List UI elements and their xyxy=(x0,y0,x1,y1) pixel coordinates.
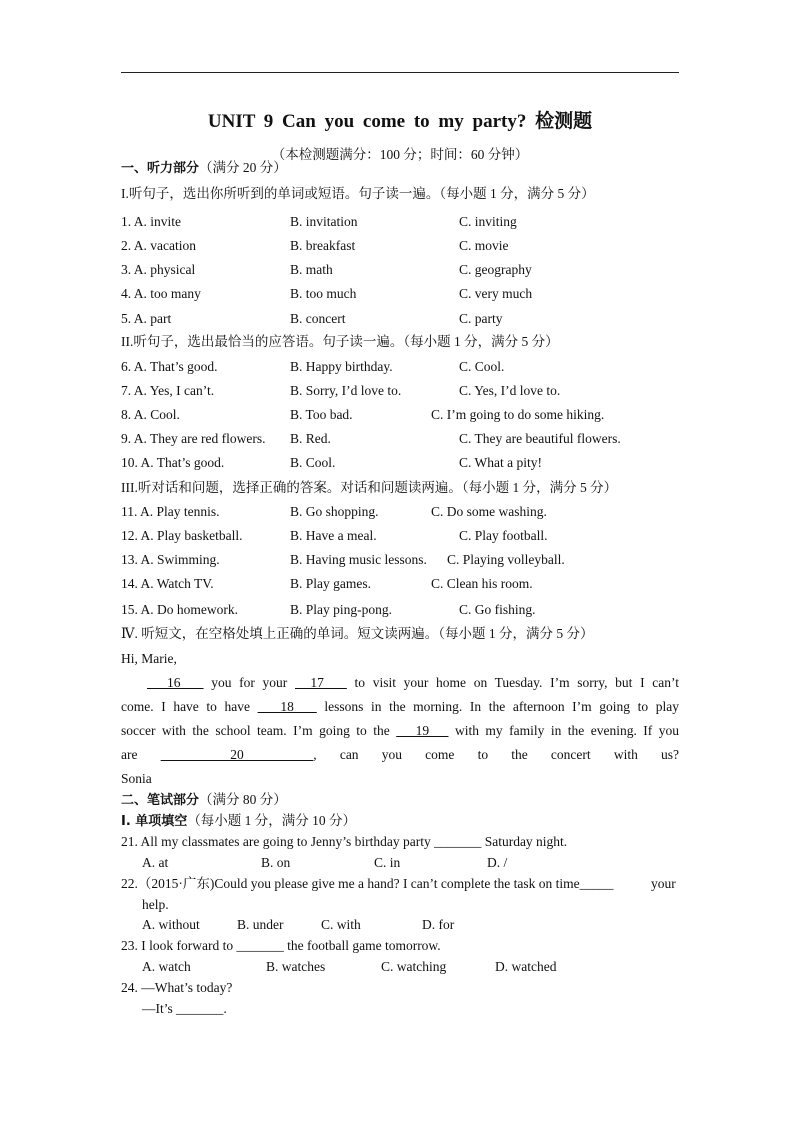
question-row xyxy=(121,311,681,327)
question-row xyxy=(121,504,681,520)
section2-instruction: II.听句子，选出最恰当的应答语。句子读一遍。（每小题 1 分，满分 5 分） xyxy=(121,334,559,349)
part2-section1-note: （每小题 1 分，满分 10 分） xyxy=(187,813,357,828)
part2-heading-note: （满分 80 分） xyxy=(199,792,287,807)
option-a: A. without xyxy=(142,917,200,932)
question-row xyxy=(121,359,681,375)
option-c: C. watching xyxy=(381,959,447,974)
letter-greeting: Hi, Marie, xyxy=(121,651,177,666)
option-a: 12. A. Play basketball. xyxy=(121,528,243,543)
part1-heading-main: 一、听力部分 xyxy=(121,161,200,176)
section4-instruction: Ⅳ. 听短文，在空格处填上正确的单词。短文读两遍。（每小题 1 分，满分 5 分） xyxy=(121,626,594,641)
question-22-end: your xyxy=(651,876,676,891)
section3-instruction: III.听对话和问题，选择正确的答案。对话和问题读两遍。（每小题 1 分，满分 5 分） xyxy=(121,480,618,495)
option-d: D. / xyxy=(487,855,508,870)
question-22-cont: help. xyxy=(142,897,169,912)
passage-text: you for your xyxy=(203,675,295,690)
option-c: C. in xyxy=(374,855,401,870)
option-c: C. Do some washing. xyxy=(431,504,547,519)
question-22-text: 22.（2015·广东)Could you please give me a hand? I can’t complete the task on time_____ xyxy=(121,876,614,891)
part2-section1-main: Ⅰ. 单项填空 xyxy=(121,814,188,829)
option-b: B. Cool. xyxy=(290,455,336,470)
option-b: B. Play games. xyxy=(290,576,371,591)
top-rule xyxy=(121,72,679,73)
question-21: 21. All my classmates are going to Jenny’s birthday party _______ Saturday night. xyxy=(121,834,568,849)
option-a: 10. A. That’s good. xyxy=(121,455,225,470)
blank-20: 20 xyxy=(160,747,314,762)
option-c: C. What a pity! xyxy=(459,455,542,470)
blank-17: 17 xyxy=(294,675,347,690)
option-c: C. very much xyxy=(459,286,533,301)
option-c: C. Play football. xyxy=(459,528,548,543)
passage-text: to visit your home on Tuesday. I’m sorry, but I can’t come. I have to have xyxy=(121,675,679,714)
option-b: B. Having music lessons. xyxy=(290,552,427,567)
option-b: B. Sorry, I’d love to. xyxy=(290,383,402,398)
option-c: C. Clean his room. xyxy=(431,576,533,591)
option-a: 3. A. physical xyxy=(121,262,196,277)
option-b: B. on xyxy=(261,855,291,870)
option-b: B. invitation xyxy=(290,214,358,229)
part1-heading-note: （满分 20 分） xyxy=(199,160,287,175)
part2-heading-main: 二、笔试部分 xyxy=(121,793,200,808)
option-a: A. at xyxy=(142,855,169,870)
option-a: 6. A. That’s good. xyxy=(121,359,218,374)
option-d: D. for xyxy=(422,917,455,932)
option-b: B. Have a meal. xyxy=(290,528,377,543)
part2-heading xyxy=(121,792,287,809)
question-24: 24. —What’s today? xyxy=(121,980,233,995)
option-a: 4. A. too many xyxy=(121,286,201,301)
option-c: C. party xyxy=(459,311,503,326)
option-a: 2. A. vacation xyxy=(121,238,196,253)
option-a: 13. A. Swimming. xyxy=(121,552,220,567)
option-a: A. watch xyxy=(142,959,191,974)
option-c: C. Playing volleyball. xyxy=(447,552,565,567)
option-c: C. Yes, I’d love to. xyxy=(459,383,561,398)
blank-16: 16 xyxy=(147,675,204,690)
option-b: B. Red. xyxy=(290,431,331,446)
question-row xyxy=(121,407,681,423)
question-23: 23. I look forward to _______ the football game tomorrow. xyxy=(121,938,441,953)
question-23-options xyxy=(121,959,681,975)
option-b: B. Play ping-pong. xyxy=(290,602,393,617)
option-a: 9. A. They are red flowers. xyxy=(121,431,266,446)
option-b: B. concert xyxy=(290,311,346,326)
option-a: 11. A. Play tennis. xyxy=(121,504,220,519)
option-b: B. breakfast xyxy=(290,238,356,253)
question-row xyxy=(121,552,681,568)
option-b: B. Go shopping. xyxy=(290,504,379,519)
question-21-options xyxy=(121,855,681,871)
question-row xyxy=(121,286,681,302)
option-a: 15. A. Do homework. xyxy=(121,602,238,617)
option-c: C. Go fishing. xyxy=(459,602,536,617)
question-row xyxy=(121,602,681,618)
letter-signoff: Sonia xyxy=(121,771,152,786)
part1-heading xyxy=(121,160,287,177)
question-row xyxy=(121,214,681,230)
blank-19: 19 xyxy=(396,723,449,738)
question-row xyxy=(121,262,681,278)
option-b: B. Happy birthday. xyxy=(290,359,393,374)
option-d: D. watched xyxy=(495,959,557,974)
option-a: 1. A. invite xyxy=(121,214,181,229)
passage-text: , can you come to the concert with us? xyxy=(313,747,680,762)
option-c: C. Cool. xyxy=(459,359,505,374)
option-c: C. with xyxy=(321,917,361,932)
question-row xyxy=(121,431,681,447)
option-a: 8. A. Cool. xyxy=(121,407,180,422)
question-24-answer-line: —It’s _______. xyxy=(142,1001,227,1016)
option-a: 7. A. Yes, I can’t. xyxy=(121,383,215,398)
page-title: UNIT 9 Can you come to my party? 检测题 xyxy=(207,111,593,132)
question-row xyxy=(121,455,681,471)
option-b: B. under xyxy=(237,917,284,932)
option-c: C. I’m going to do some hiking. xyxy=(431,407,605,422)
question-row xyxy=(121,238,681,254)
option-b: B. Too bad. xyxy=(290,407,353,422)
question-row xyxy=(121,528,681,544)
option-b: B. math xyxy=(290,262,333,277)
cloze-passage xyxy=(121,671,679,767)
question-row xyxy=(121,383,681,399)
passage-text: lessons in the morning. In the afternoon I’m going to play soccer with the school team. I’m going to the xyxy=(121,699,679,738)
passage-text: with my family in the evening. If you are xyxy=(121,723,680,762)
option-b: B. too much xyxy=(290,286,357,301)
question-22 xyxy=(121,876,681,892)
option-c: C. movie xyxy=(459,238,509,253)
option-a: 5. A. part xyxy=(121,311,172,326)
question-22-options xyxy=(121,917,681,933)
part2-section1-heading xyxy=(121,813,356,830)
option-a: 14. A. Watch TV. xyxy=(121,576,214,591)
option-c: C. inviting xyxy=(459,214,517,229)
option-c: C. They are beautiful flowers. xyxy=(459,431,621,446)
question-row xyxy=(121,576,681,592)
section1-instruction: I.听句子，选出你所听到的单词或短语。句子读一遍。（每小题 1 分，满分 5 分） xyxy=(121,186,595,201)
score-time-note: （本检测题满分：100 分；时间：60 分钟） xyxy=(271,147,529,162)
blank-18: 18 xyxy=(257,699,317,714)
option-c: C. geography xyxy=(459,262,532,277)
option-b: B. watches xyxy=(266,959,326,974)
